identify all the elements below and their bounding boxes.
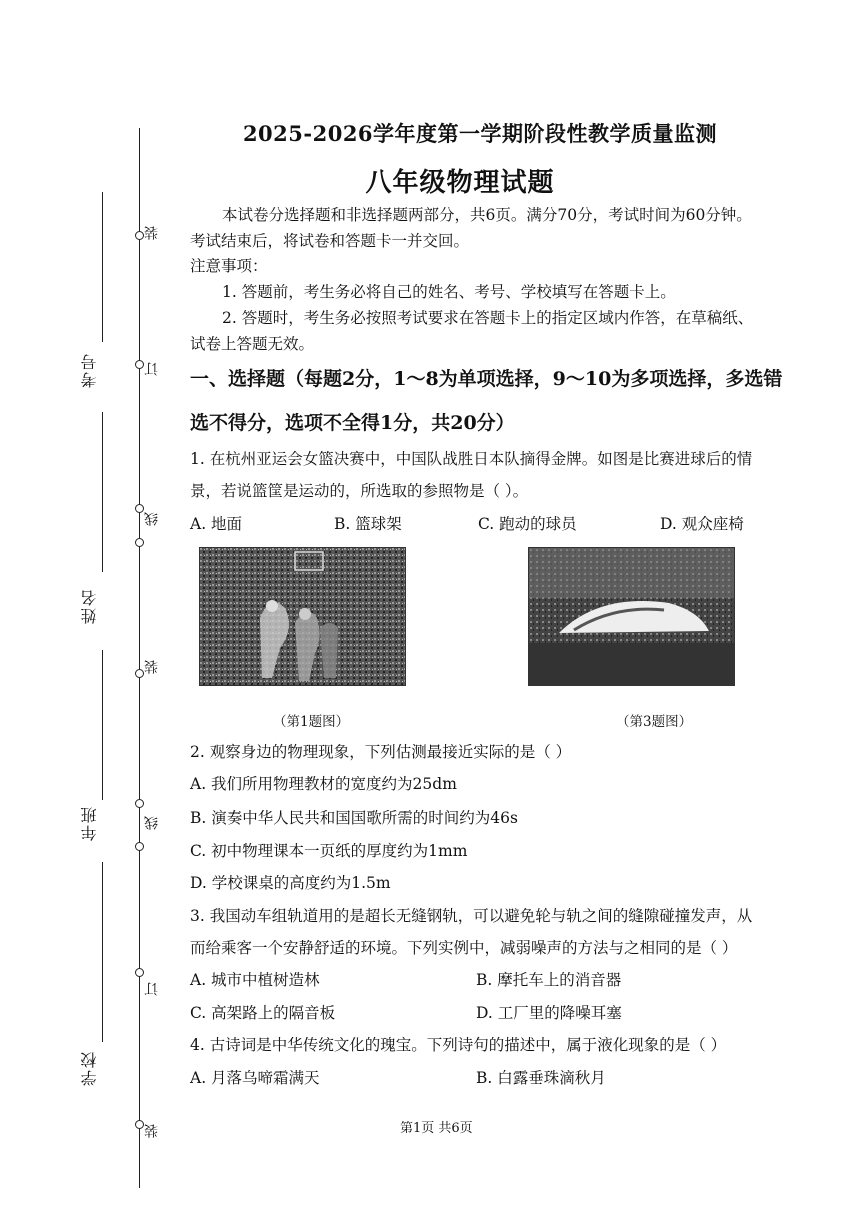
q3-option-d: D. 工厂里的降噪耳塞 bbox=[476, 1004, 622, 1022]
q2-option-d: D. 学校课桌的高度约为1.5m bbox=[190, 874, 391, 892]
school-blank bbox=[102, 862, 103, 1042]
q1-option-d: D. 观众座椅 bbox=[660, 515, 744, 533]
q2-option-c: C. 初中物理课本一页纸的厚度约为1mm bbox=[190, 842, 468, 860]
q1-stem: 1. 在杭州亚运会女篮决赛中，中国队战胜日本队摘得金牌。如图是比赛进球后的情 bbox=[190, 450, 753, 468]
figure-3-train-photo bbox=[528, 547, 735, 686]
margin-mark-ding: 订 bbox=[144, 982, 160, 996]
q3-stem: 3. 我国动车组轨道用的是超长无缝钢轨，可以避免轮与轨之间的缝隙碰撞发声，从 bbox=[190, 907, 753, 925]
page-number: 第1页 共6页 bbox=[400, 1121, 473, 1136]
q1-stem-cont: 景，若说篮筐是运动的，所选取的参照物是（ ）。 bbox=[190, 482, 529, 500]
figure-1-basketball-photo bbox=[199, 547, 406, 686]
grade-label: 年班 bbox=[80, 805, 99, 841]
intro-line-2: 考试结束后，将试卷和答题卡一并交回。 bbox=[190, 232, 470, 250]
section-heading: 一、选择题（每题2分，1～8为单项选择，9～10为多项选择，多选错 bbox=[190, 368, 783, 390]
exam-no-label: 考号 bbox=[80, 352, 99, 388]
exam-no-blank bbox=[102, 192, 103, 342]
exam-subtitle: 八年级物理试题 bbox=[365, 168, 555, 198]
margin-mark-zhuang: 装 bbox=[144, 1124, 160, 1138]
q1-option-a: A. 地面 bbox=[190, 515, 243, 533]
q3-option-a: A. 城市中植树造林 bbox=[190, 971, 320, 989]
notice-title: 注意事项： bbox=[190, 257, 268, 275]
exam-title: 2025-2026学年度第一学期阶段性教学质量监测 bbox=[242, 121, 718, 146]
margin-dot bbox=[135, 1120, 144, 1129]
margin-mark-zhuang: 装 bbox=[144, 226, 160, 240]
intro-line-1: 本试卷分选择题和非选择题两部分，共6页。满分70分，考试时间为60分钟。 bbox=[222, 206, 752, 224]
margin-dot bbox=[135, 669, 144, 678]
school-label: 学校 bbox=[80, 1050, 99, 1086]
grade-blank bbox=[102, 650, 103, 800]
figure-1-caption: （第1题图） bbox=[273, 714, 350, 730]
binding-line bbox=[139, 128, 140, 1188]
q1-option-c: C. 跑动的球员 bbox=[478, 515, 577, 533]
section-heading-cont: 选不得分，选项不全得1分，共20分） bbox=[190, 412, 515, 434]
margin-mark-zhuang: 装 bbox=[144, 660, 160, 674]
margin-dot bbox=[135, 799, 144, 808]
q3-stem-cont: 而给乘客一个安静舒适的环境。下列实例中，减弱噪声的方法与之相同的是（ ） bbox=[190, 939, 738, 957]
q2-stem: 2. 观察身边的物理现象，下列估测最接近实际的是（ ） bbox=[190, 743, 572, 761]
q4-stem: 4. 古诗词是中华传统文化的瑰宝。下列诗句的描述中，属于液化现象的是（ ） bbox=[190, 1036, 727, 1054]
margin-dot bbox=[135, 538, 144, 547]
q2-option-b: B. 演奏中华人民共和国国歌所需的时间约为46s bbox=[190, 809, 518, 827]
margin-mark-xian: 线 bbox=[144, 816, 160, 830]
figure-3-caption: （第3题图） bbox=[616, 714, 693, 730]
margin-dot bbox=[135, 504, 144, 513]
margin-mark-ding: 订 bbox=[144, 362, 160, 376]
q4-option-b: B. 白露垂珠滴秋月 bbox=[476, 1069, 606, 1087]
q3-option-c: C. 高架路上的隔音板 bbox=[190, 1004, 336, 1022]
margin-dot bbox=[135, 360, 144, 369]
name-blank bbox=[102, 412, 103, 572]
name-label: 姓名 bbox=[80, 588, 99, 624]
q1-option-b: B. 篮球架 bbox=[334, 515, 402, 533]
margin-dot bbox=[135, 231, 144, 240]
q3-option-b: B. 摩托车上的消音器 bbox=[476, 971, 622, 989]
q2-option-a: A. 我们所用物理教材的宽度约为25dm bbox=[190, 775, 457, 793]
q4-option-a: A. 月落乌啼霜满天 bbox=[190, 1069, 320, 1087]
notice-2-cont: 试卷上答题无效。 bbox=[190, 335, 315, 353]
margin-dot bbox=[135, 842, 144, 851]
notice-2: 2. 答题时，考生务必按照考试要求在答题卡上的指定区域内作答，在草稿纸、 bbox=[222, 309, 754, 327]
margin-dot bbox=[135, 968, 144, 977]
notice-1: 1. 答题前，考生务必将自己的姓名、考号、学校填写在答题卡上。 bbox=[222, 283, 676, 301]
margin-mark-xian: 线 bbox=[144, 512, 160, 526]
